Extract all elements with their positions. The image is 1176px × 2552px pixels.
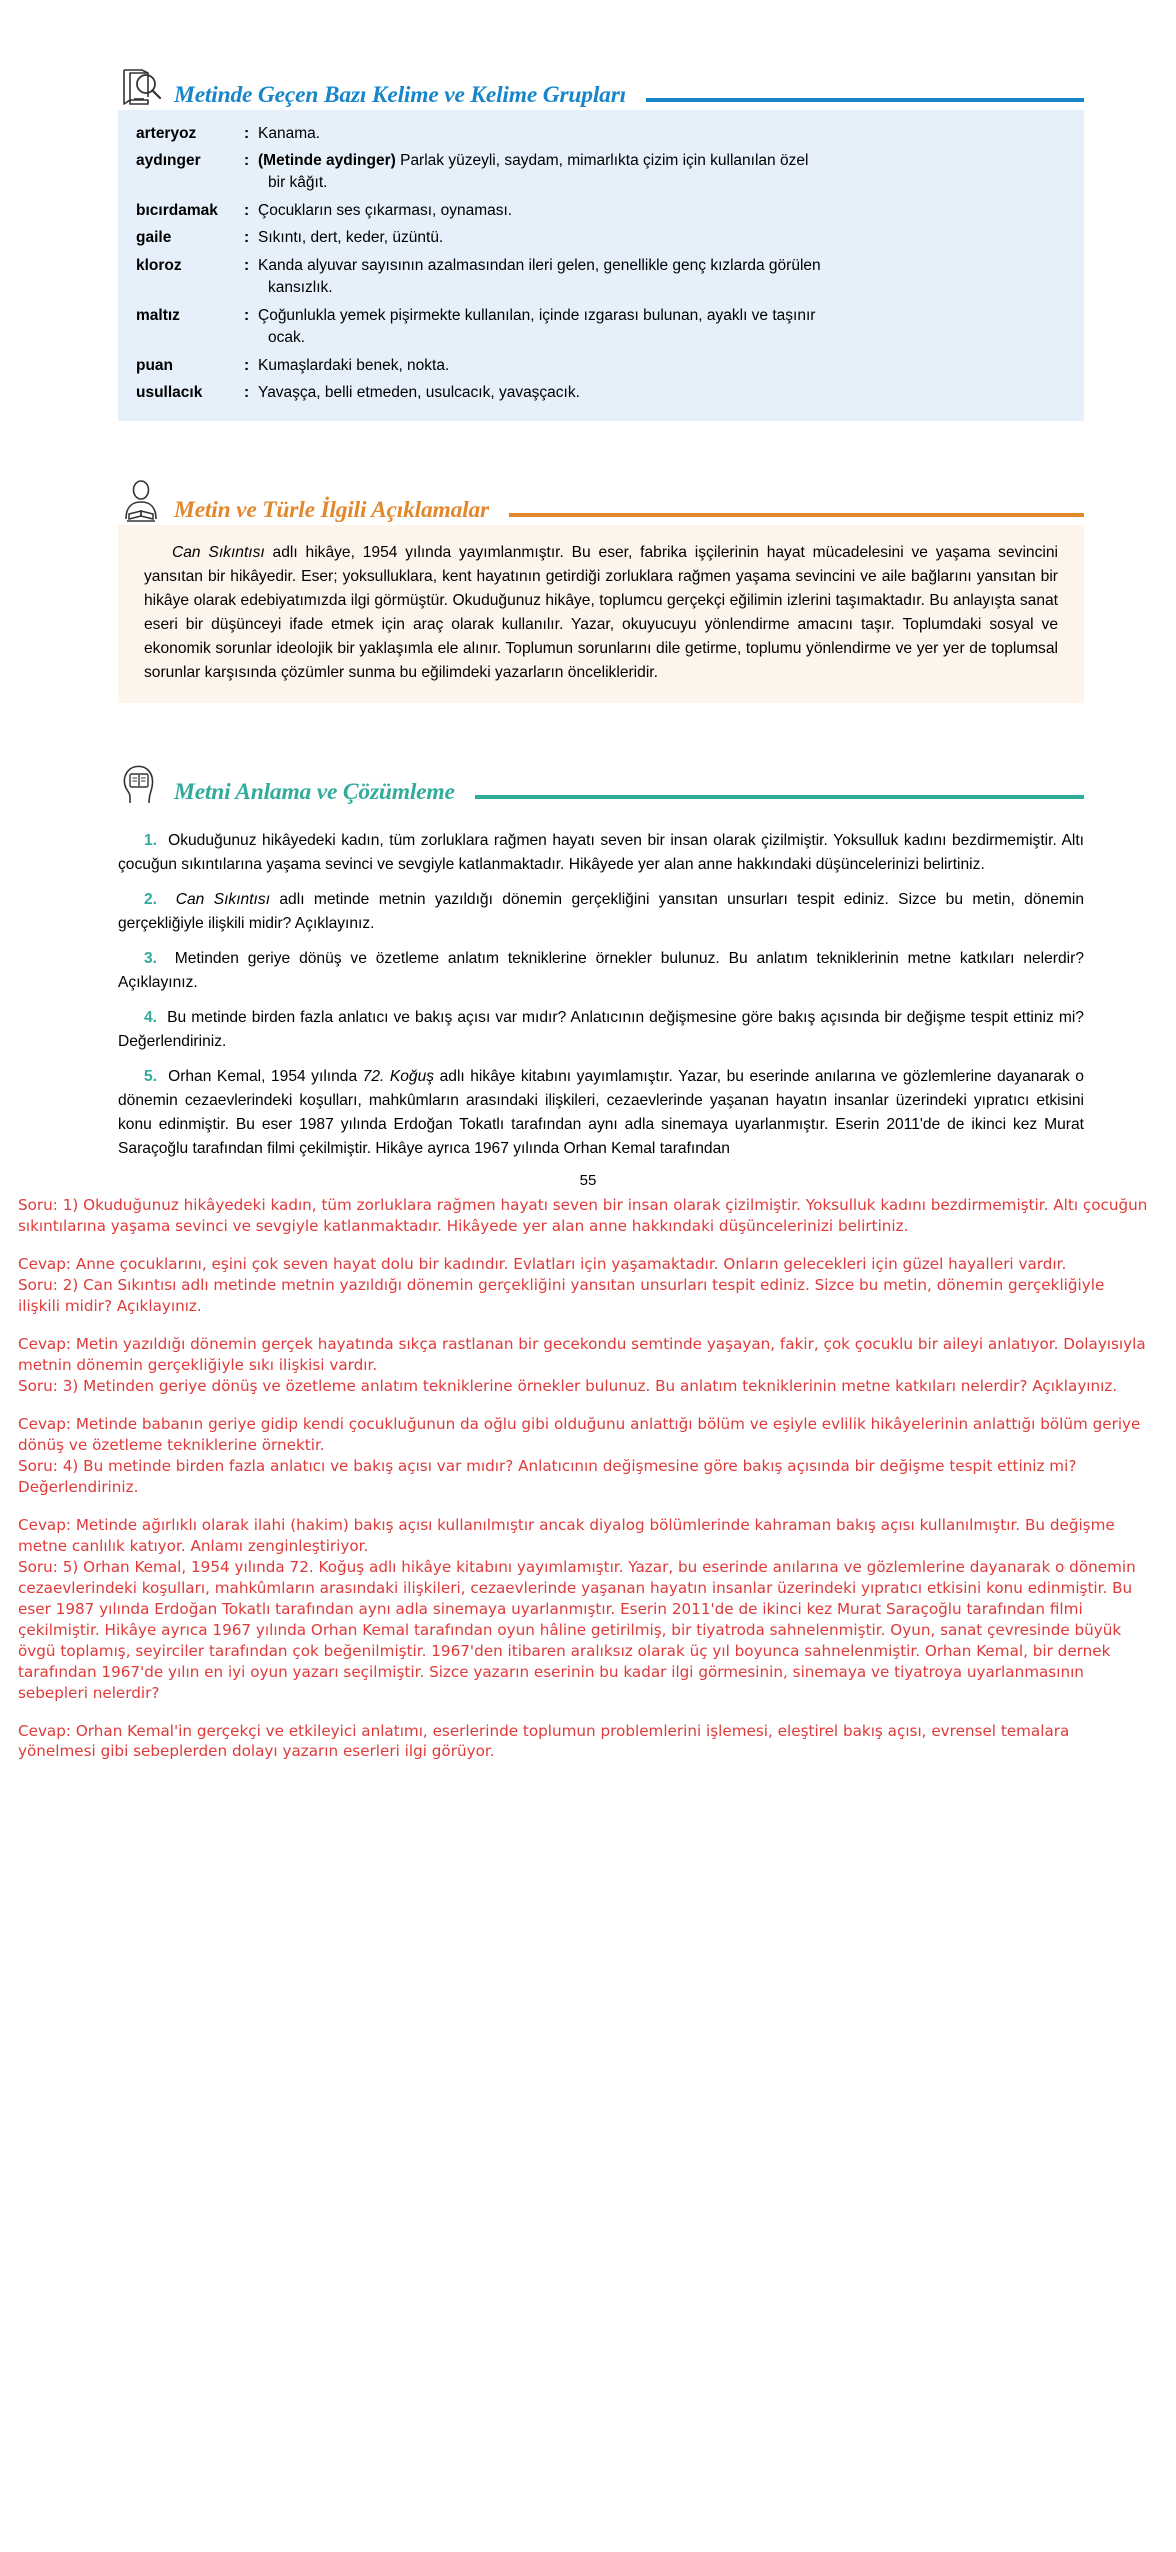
vocabulary-entry	[132, 120, 1070, 147]
vocabulary-term: puan	[136, 356, 174, 374]
definition-continuation: kansızlık.	[268, 279, 333, 297]
definition-colon: :	[244, 384, 250, 402]
annotation-soru: Soru: 1) Okuduğunuz hikâyedeki kadın, tüm zorluklara rağmen hayatı seven bir insan olarak çizilmiştir. Yoksulluk kadını bezdirmemiştir. Altı çocuğun sıkıntılarına yaşama sevinci ve sevgiyle katlanmaktadır. Hikâyede yer alan anne hakkındaki düşüncelerinizi belirtiniz.	[18, 1196, 1148, 1236]
vocabulary-entry	[132, 352, 1070, 379]
vocabulary-definition	[244, 150, 1070, 195]
definition-colon: :	[244, 124, 250, 142]
question-item	[118, 829, 1084, 877]
vocabulary-term: usullacık	[136, 384, 203, 402]
question-number: 4.	[144, 1009, 158, 1027]
comprehension-section-title: Metni Anlama ve Çözümleme	[174, 779, 455, 806]
vocabulary-term: arteryoz	[136, 124, 197, 142]
explanation-body: adlı hikâye, 1954 yılında yayımlanmıştır. Bu eser, fabrika işçilerinin hayat mücadelesini ve yaşama sevincini yansıtan bir hikâyedir. Eser; yoksulluklara, kent hayatının getirdiği zorluklara rağmen yaşama sevincini ve aile bağlarını yansıtan bir hikâye olarak edebiyatımızda ilgi görmüştür. Okuduğunuz hikâye, toplumcu gerçekçi eğilimin izlerini taşımaktadır. Bu anlayışta sanat eseri bir düşünceyi ifade etmek için araç olarak kullanılır. Yazar, okuyucuyu yönlendirme amacını taşır. Toplumdaki sosyal ve ekonomik sorunlar ideolojik bir yaklaşımla ele alınır. Toplumun sorunlarını dile getirme, toplumu yönlendirme ve yer yer de toplumsal sorunlar karşısında çözümler sunma bu eğilimdeki yazarların öncelikleridir.	[144, 544, 1058, 682]
vocabulary-definition	[244, 227, 1070, 249]
definition-text: Parlak yüzeyli, saydam, mimarlıkta çizim için kullanılan özel	[395, 151, 809, 169]
annotation-cevap: Cevap: Metinde babanın geriye gidip kendi çocukluğunun da oğlu gibi olduğunu anlattığı bölüm ve eşiyle evlilik hikâyelerinin anlattığı bölüm geriye dönüş ve özetleme tekniklerine örnektir.	[18, 1414, 1141, 1454]
definition-colon: :	[244, 229, 250, 247]
vocabulary-definition	[244, 305, 1070, 350]
annotation-soru: Soru: 2) Can Sıkıntısı adlı metinde metnin yazıldığı dönemin gerçekliğini yansıtan unsurları tespit ediniz. Sizce bu metin, dönemin gerçekliğiyle ilişkili midir? Açıklayınız.	[18, 1276, 1105, 1316]
vocabulary-section-header	[0, 64, 1176, 110]
vocabulary-definition	[244, 382, 1070, 404]
explanation-section-title: Metin ve Türle İlgili Açıklamalar	[174, 497, 489, 524]
vocabulary-list	[118, 110, 1084, 421]
annotation-cevap: Cevap: Metinde ağırlıklı olarak ilahi (hakim) bakış açısı kullanılmıştır ancak diyalog bölümlerinde kahraman bakış açısı kullanılmıştır. Bu değişme metne canlılık katıyor. Anlamı zenginleştiriyor.	[18, 1515, 1115, 1555]
definition-text: Kanama.	[258, 124, 321, 142]
header-rule	[646, 98, 1084, 102]
vocabulary-entry	[132, 252, 1070, 302]
definition-text: Çoğunlukla yemek pişirmekte kullanılan, içinde ızgarası bulunan, ayaklı ve taşınır	[258, 306, 816, 324]
vocabulary-entry	[132, 197, 1070, 224]
annotation-soru: Soru: 4) Bu metinde birden fazla anlatıcı ve bakış açısı var mıdır? Anlatıcının değişmesine göre bakış açısında bir değişme tespit ettiniz mi? Değerlendiriniz.	[18, 1456, 1077, 1496]
question-text-before: Orhan Kemal, 1954 yılında	[168, 1068, 363, 1086]
vocabulary-term: aydınger	[136, 151, 201, 169]
header-rule	[509, 513, 1084, 517]
question-item	[118, 888, 1084, 936]
question-italic-title: Can Sıkıntısı	[175, 891, 271, 909]
explanation-box	[118, 525, 1084, 703]
question-text: Metinden geriye dönüş ve özetleme anlatım tekniklerine örnekler bulunuz. Bu anlatım tekniklerinin metne katkıları nelerdir? Açıklayınız.	[118, 950, 1085, 992]
definition-bold-lead: (Metinde aydinger)	[258, 151, 396, 169]
definition-text: Yavaşça, belli etmeden, usulcacık, yavaşçacık.	[258, 384, 580, 402]
explanation-section-header	[0, 479, 1176, 525]
explanation-paragraph	[144, 541, 1058, 685]
vocabulary-entry	[132, 225, 1070, 252]
vocabulary-term: gaile	[136, 229, 172, 247]
annotation-qa-block	[0, 1195, 1176, 1762]
question-number: 1.	[144, 832, 158, 850]
annotation-cevap: Cevap: Orhan Kemal'in gerçekçi ve etkileyici anlatımı, eserlerinde toplumun problemlerini işlemesi, eleştirel bakış açısı, evrensel temalara yönelmesi gibi sebeplerden dolayı yazarın eserleri ilgi görüyor.	[18, 1721, 1070, 1761]
header-rule	[475, 795, 1084, 799]
definition-colon: :	[244, 306, 250, 324]
annotation-cevap: Cevap: Metin yazıldığı dönemin gerçek hayatında sıkça rastlanan bir gecekondu semtinde yaşayan, fakir, çok çocuklu bir aileyi anlatıyor. Dolayısıyla metnin dönemin gerçekliğiyle sıkı ilişkisi vardır.	[18, 1335, 1146, 1374]
definition-colon: :	[244, 356, 250, 374]
annotation-cevap: Cevap: Anne çocuklarını, eşini çok seven hayat dolu bir kadındır. Evlatları için yaşamaktadır. Onların gelecekleri için güzel hayalleri vardır.	[18, 1255, 1067, 1274]
vocabulary-entry	[132, 380, 1070, 407]
definition-colon: :	[244, 151, 250, 169]
vocabulary-term: bıcırdamak	[136, 201, 218, 219]
question-list	[118, 829, 1084, 1161]
vocabulary-term: kloroz	[136, 256, 182, 274]
question-number: 3.	[144, 950, 158, 968]
vocabulary-section-title: Metinde Geçen Bazı Kelime ve Kelime Grupları	[174, 82, 627, 109]
definition-text: Kanda alyuvar sayısının azalmasından ileri gelen, genellikle genç kızlarda görülen	[258, 256, 821, 274]
vocabulary-term: maltız	[136, 306, 180, 324]
vocabulary-entry	[132, 302, 1070, 352]
page-number: 55	[579, 1172, 597, 1190]
question-number: 2.	[144, 891, 158, 909]
question-item	[118, 1006, 1084, 1054]
explanation-italic-lead: Can Sıkıntısı	[172, 544, 265, 562]
vocabulary-definition	[244, 255, 1070, 300]
vocabulary-definition	[244, 123, 1070, 145]
annotation-soru: Soru: 5) Orhan Kemal, 1954 yılında 72. Koğuş adlı hikâye kitabını yayımlamıştır. Yazar, bu eserinde anılarına ve gözlemlerine dayanarak o dönemin cezaevlerindeki koşulları, mahkûmların arasındaki ilişkileri, cezaevlerinde yaşanan hayatın insanlar üzerindeki yıpratıcı etkisini konu edinmiştir. Bu eser 1987 yılında Erdoğan Tokatlı tarafından aynı adla sinemaya uyarlanmıştır. Eserin 2011'de de ikinci kez Murat Saraçoğlu tarafından filmi çekilmiştir. Hikâye ayrıca 1967 yılında Orhan Kemal tarafından oyun hâline getirilmiş, bir tiyatroda sahnelenmiştir. Oyun, sanat çevresinde büyük övgü toplamış, seyirciler tarafından çok beğenilmiştir. 1967'den itibaren aralıksız olarak üç yıl boyunca sahnelenmiştir. Orhan Kemal, bir dernek tarafından 1967'de yılın en iyi oyun yazarı seçilmiştir. Sizce yazarın eserinin bu kadar ilgi görmesinin, sinemaya ve tiyatroya uyarlanmasının sebepleri nelerdir?	[18, 1557, 1136, 1702]
definition-colon: :	[244, 256, 250, 274]
vocabulary-entry	[132, 147, 1070, 197]
person-reading-book-icon	[118, 479, 164, 525]
annotation-soru: Soru: 3) Metinden geriye dönüş ve özetleme anlatım tekniklerine örnekler bulunuz. Bu anlatım tekniklerinin metne katkıları nelerdir? Açıklayınız.	[18, 1376, 1118, 1395]
definition-text: Sıkıntı, dert, keder, üzüntü.	[258, 229, 444, 247]
question-number: 5.	[144, 1068, 158, 1086]
head-with-book-icon	[118, 761, 164, 807]
comprehension-section-header	[0, 761, 1176, 807]
book-magnifier-icon	[118, 64, 164, 110]
question-text: Okuduğunuz hikâyedeki kadın, tüm zorluklara rağmen hayatı seven bir insan olarak çizilmiştir. Yoksulluk kadını bezdirmemiştir. Altı çocuğun sıkıntılarına yaşama sevinci ve sevgiyle katlanmaktadır. Hikâyede yer alan anne hakkındaki düşüncelerinizi belirtiniz.	[118, 832, 1084, 874]
question-text: adlı metinde metnin yazıldığı dönemin gerçekliğini yansıtan unsurları tespit ediniz. Sizce bu metin, dönemin gerçekliğiyle ilişkili midir? Açıklayınız.	[118, 891, 1084, 933]
definition-text: Çocukların ses çıkarması, oynaması.	[258, 201, 513, 219]
definition-continuation: ocak.	[268, 329, 306, 347]
question-item	[118, 947, 1084, 995]
question-text: Bu metinde birden fazla anlatıcı ve bakış açısı var mıdır? Anlatıcının değişmesine göre bakış açısında bir değişme tespit ettiniz mi? Değerlendiriniz.	[118, 1009, 1084, 1051]
question-item	[118, 1065, 1084, 1161]
vocabulary-definition	[244, 355, 1070, 377]
definition-continuation: bir kâğıt.	[268, 174, 328, 192]
question-italic-title: 72. Koğuş	[362, 1068, 435, 1086]
question-text: adlı hikâye kitabını yayımlamıştır. Yazar, bu eserinde anılarına ve gözlemlerine dayanarak o dönemin cezaevlerindeki koşulları, mahkûmların arasındaki ilişkileri, cezaevlerinde yaşanan hayatın insanlar üzerindeki yıpratıcı etkisini konu edinmiştir. Bu eser 1987 yılında Erdoğan Tokatlı tarafından aynı adla sinemaya uyarlanmıştır. Eserin 2011'de de ikinci kez Murat Saraçoğlu tarafından filmi çekilmiştir. Hikâye ayrıca 1967 yılında Orhan Kemal tarafından	[118, 1068, 1084, 1158]
definition-colon: :	[244, 201, 250, 219]
definition-text: Kumaşlardaki benek, nokta.	[258, 356, 450, 374]
vocabulary-definition	[244, 200, 1070, 222]
